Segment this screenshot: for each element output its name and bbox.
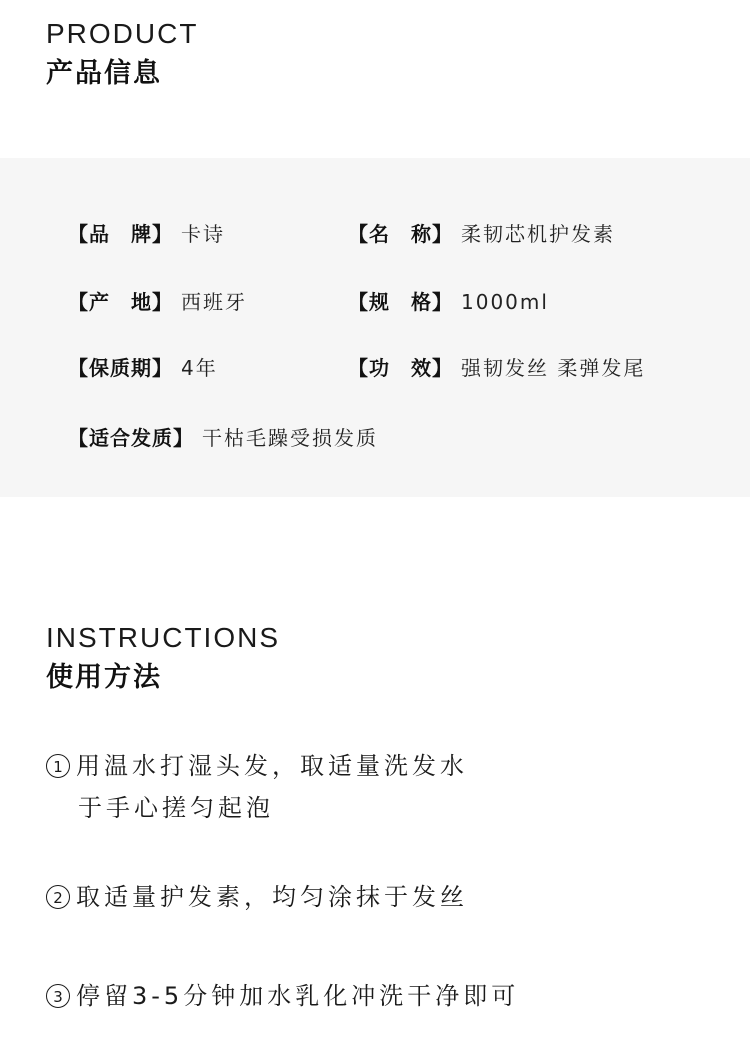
spec-origin-value: 西班牙: [181, 290, 247, 314]
spec-size-value: 1000ml: [461, 290, 549, 314]
step-1-number: 1: [46, 754, 70, 778]
spec-brand: [68, 224, 225, 244]
spec-hair-type-label: 【适合发质】: [68, 426, 194, 450]
spec-size: [348, 292, 549, 312]
spec-name-label: 【名 称】: [348, 222, 453, 246]
step-3-number: 3: [46, 984, 70, 1008]
spec-effect-value: 强韧发丝 柔弹发尾: [461, 356, 646, 380]
product-heading-cn: 产品信息: [46, 58, 162, 89]
step-2-text: 取适量护发素，均匀涂抹于发丝: [76, 883, 468, 911]
spec-shelf-life: [68, 358, 218, 378]
spec-shelf-life-label: 【保质期】: [68, 356, 173, 380]
step-3-text: 停留3-5分钟加水乳化冲洗干净即可: [76, 982, 520, 1010]
spec-origin-label: 【产 地】: [68, 290, 173, 314]
spec-size-label: 【规 格】: [348, 290, 453, 314]
step-2-number: 2: [46, 885, 70, 909]
step-3: [46, 984, 519, 1008]
spec-effect: [348, 358, 645, 378]
spec-brand-value: 卡诗: [181, 222, 225, 246]
spec-shelf-life-value: 4年: [181, 356, 218, 380]
spec-hair-type-value: 干枯毛躁受损发质: [202, 426, 378, 450]
spec-effect-label: 【功 效】: [348, 356, 453, 380]
instructions-heading-en: INSTRUCTIONS: [46, 622, 280, 653]
step-1-text: 用温水打湿头发，取适量洗发水: [76, 752, 468, 780]
product-info-panel: [0, 158, 750, 497]
spec-origin: [68, 292, 247, 312]
spec-name: [348, 224, 615, 244]
step-1: [46, 754, 468, 778]
step-1-continuation: 于手心搓匀起泡: [78, 794, 274, 822]
step-2: [46, 885, 468, 909]
instructions-heading-cn: 使用方法: [46, 662, 162, 693]
spec-hair-type: [68, 428, 378, 448]
spec-brand-label: 【品 牌】: [68, 222, 173, 246]
spec-name-value: 柔韧芯机护发素: [461, 222, 615, 246]
product-heading-en: PRODUCT: [46, 18, 199, 49]
